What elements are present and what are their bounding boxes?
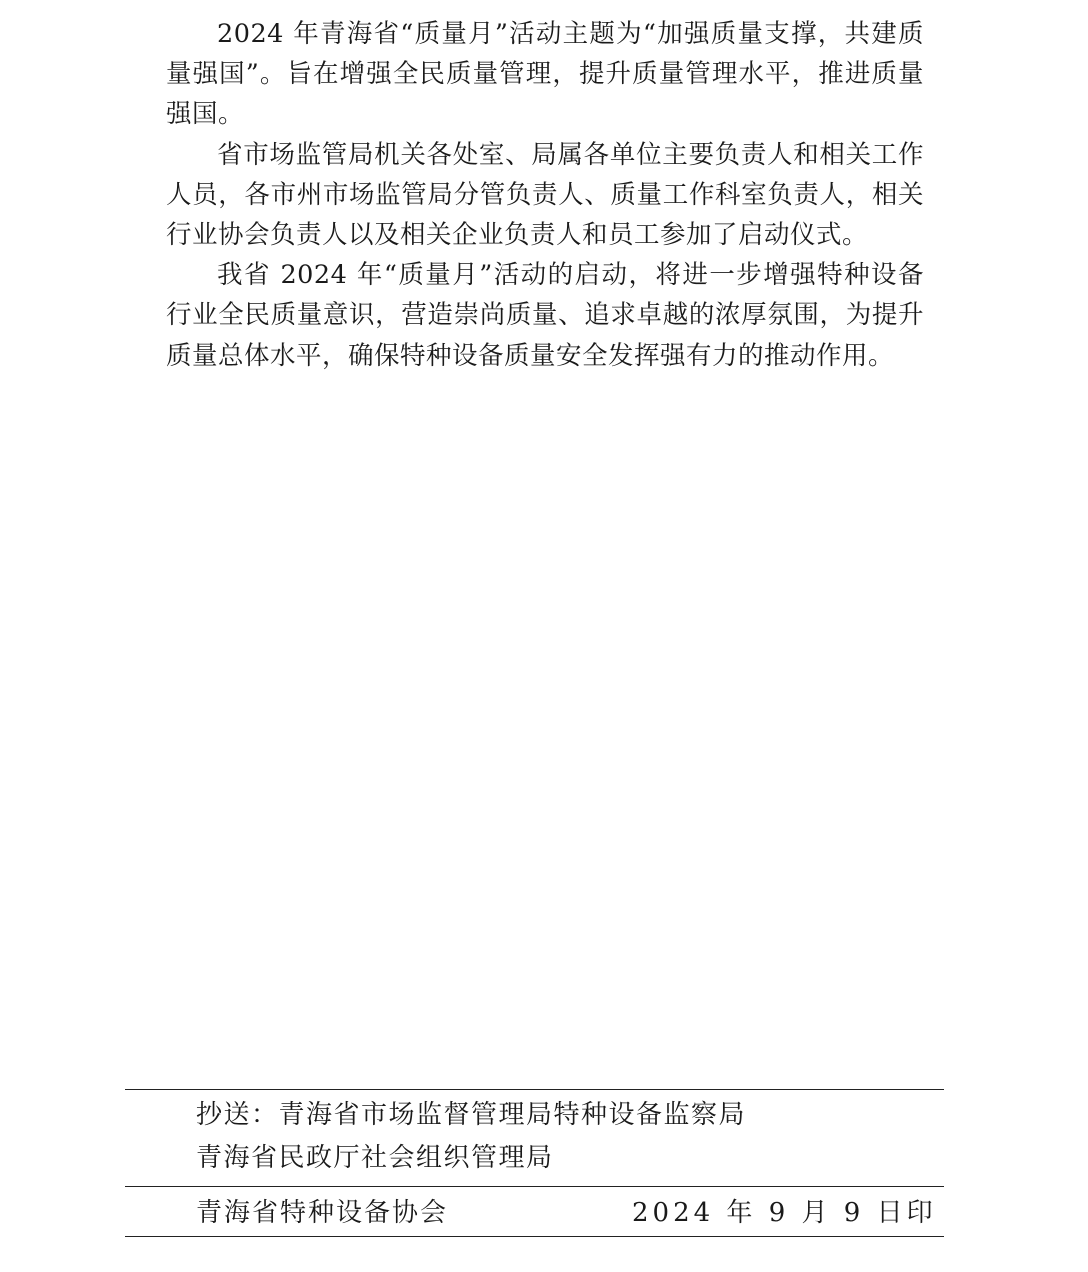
footer-middle-divider — [125, 1186, 944, 1187]
document-body — [166, 14, 924, 376]
footer-top-divider — [125, 1089, 944, 1090]
cc-line-secondary — [196, 1142, 554, 1174]
paragraph-significance: 我省 2024 年“质量月”活动的启动，将进一步增强特种设备行业全民质量意识，营造崇尚质量、追求卓越的浓厚氛围，为提升质量总体水平，确保特种设备质量安全发挥强有力的推动作用。 — [166, 260, 924, 371]
issuer-name: 青海省特种设备协会 — [196, 1198, 449, 1228]
footer-bottom-divider — [125, 1236, 944, 1237]
cc-line-primary — [196, 1099, 746, 1131]
paragraph-theme: 2024 年青海省“质量月”活动主题为“加强质量支撑，共建质量强国”。旨在增强全民质量管理，提升质量管理水平，推进质量强国。 — [166, 19, 924, 130]
paragraph-attendees: 省市场监管局机关各处室、局属各单位主要负责人和相关工作人员，各市州市场监管局分管负责人、质量工作科室负责人，相关行业协会负责人以及相关企业负责人和员工参加了启动仪式。 — [166, 139, 924, 251]
print-date: 2024 年 9 月 9 日印 — [632, 1198, 937, 1228]
cc-recipient: 青海省市场监督管理局特种设备监察局 — [278, 1100, 747, 1130]
cc-recipient: 青海省民政厅社会组织管理局 — [196, 1143, 554, 1173]
cc-label: 抄送： — [196, 1100, 279, 1130]
